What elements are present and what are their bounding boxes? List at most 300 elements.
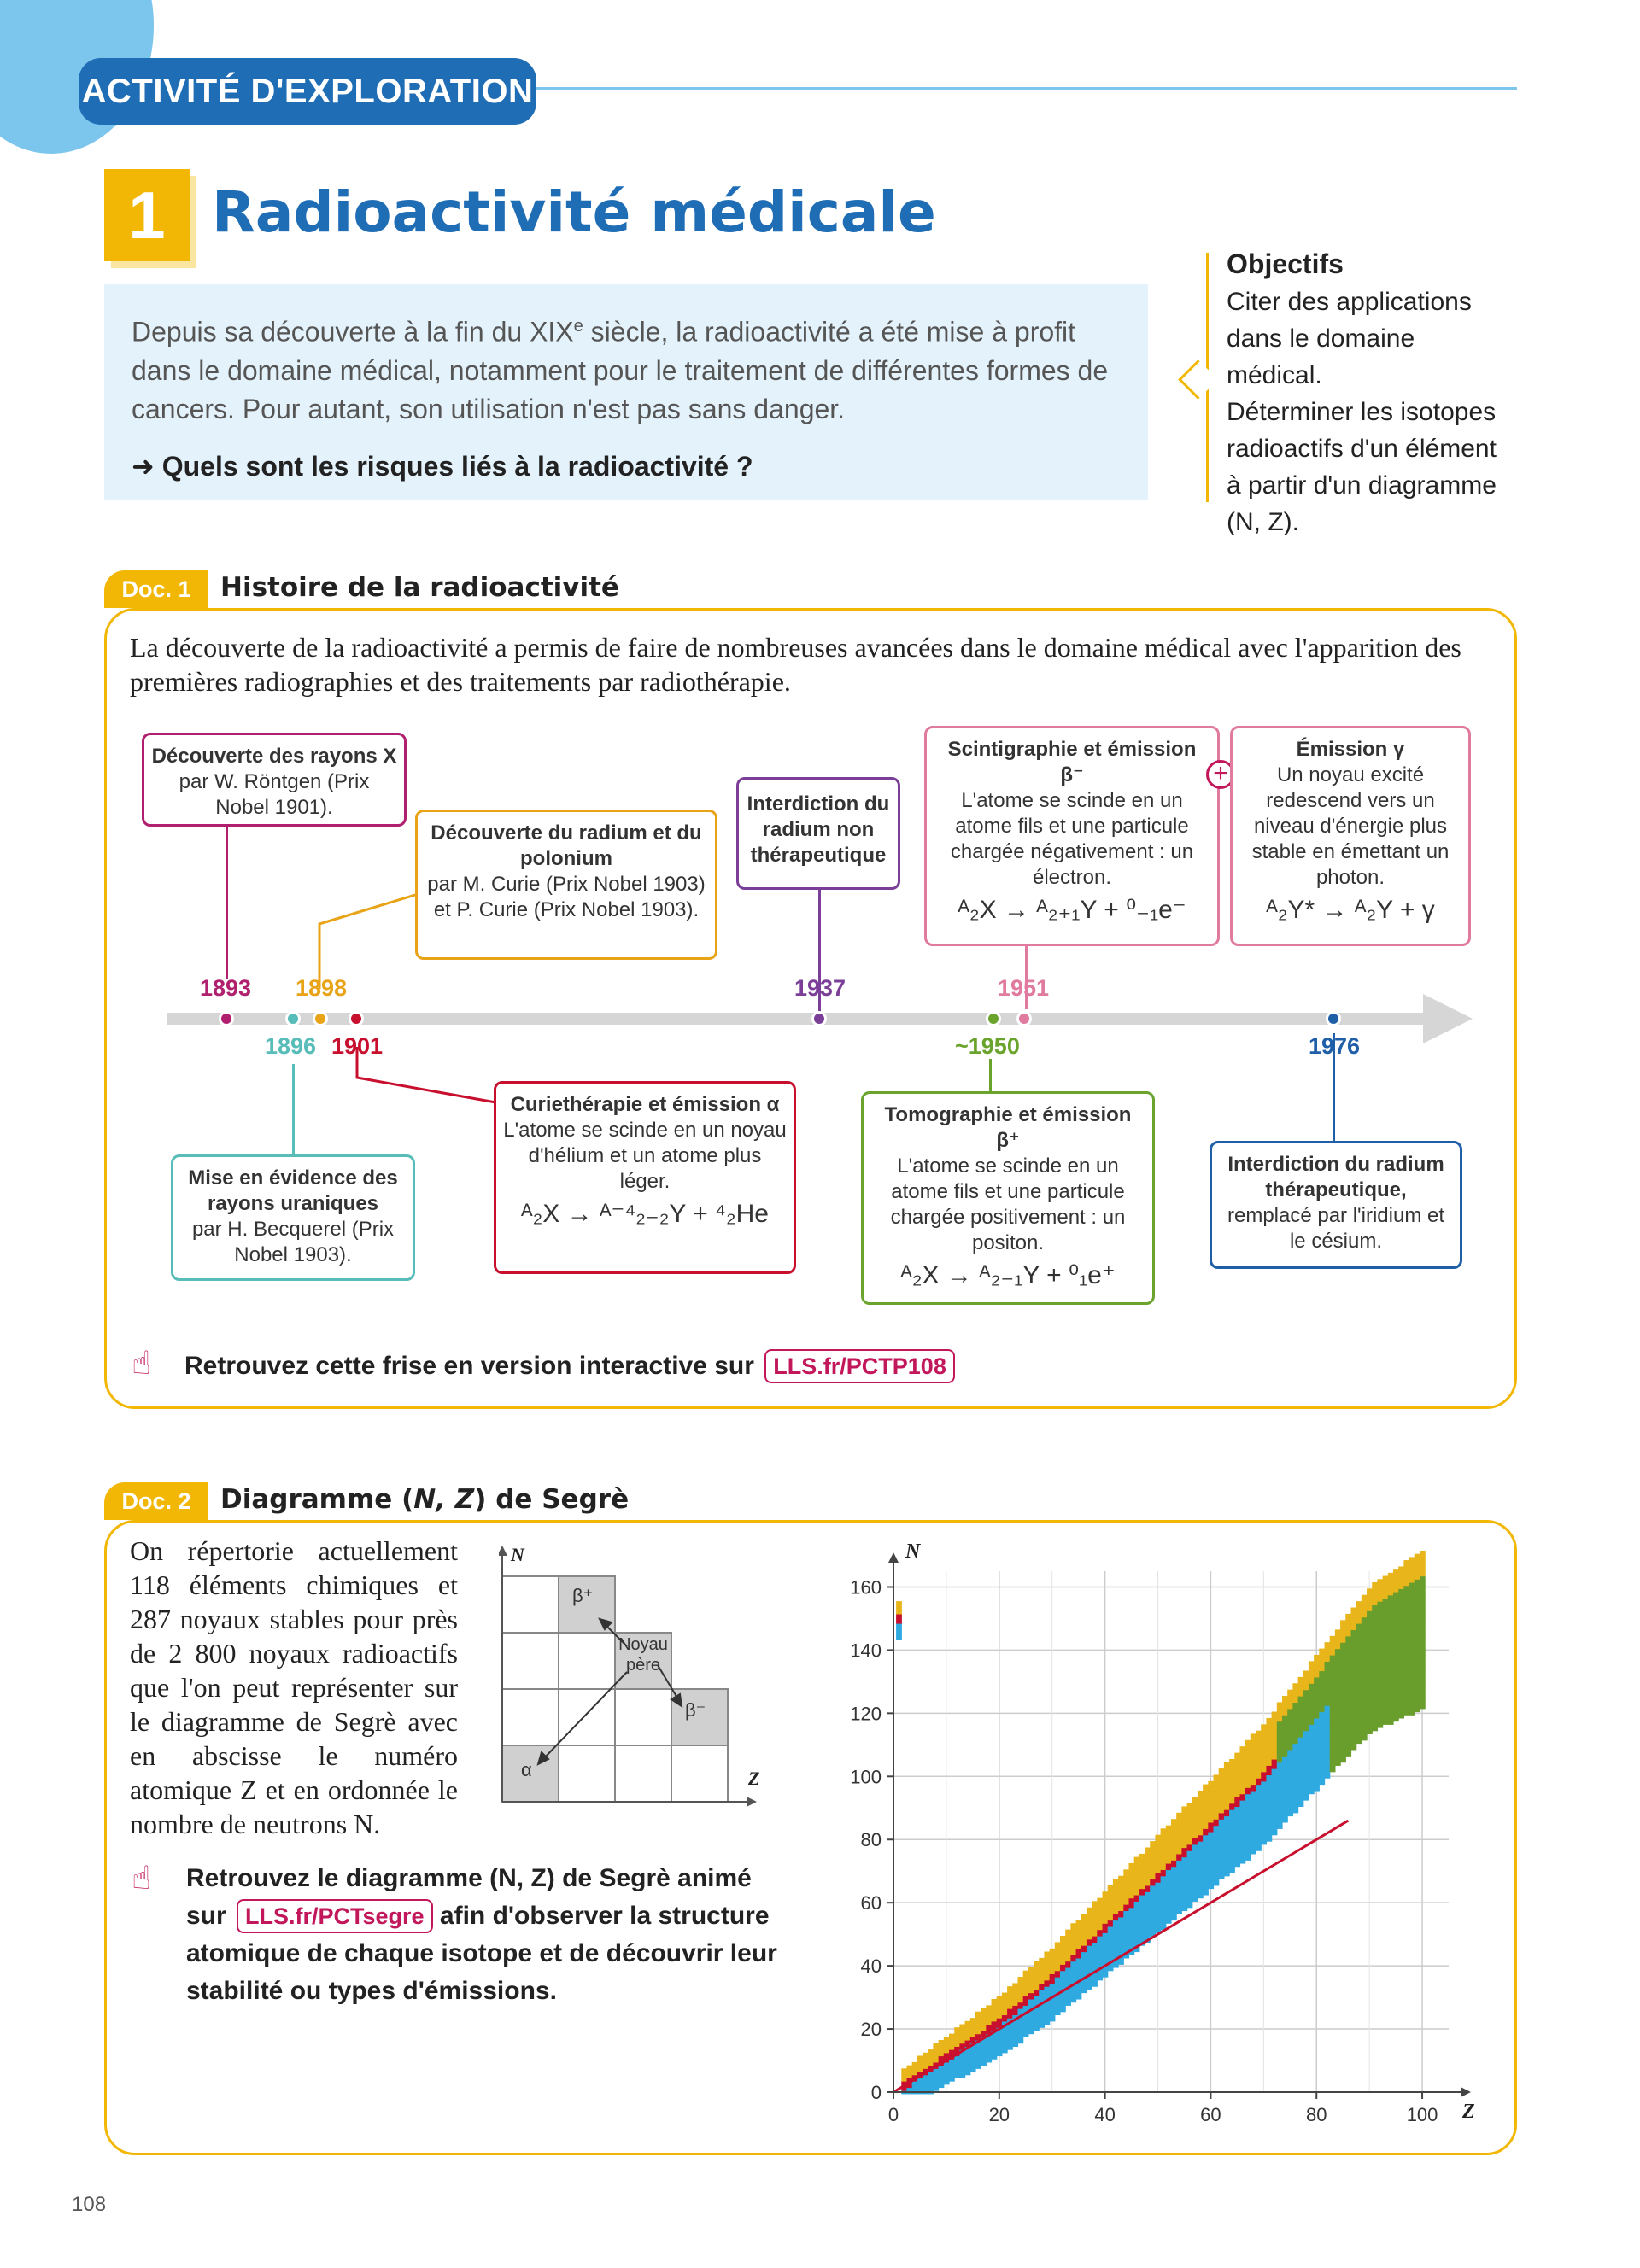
nuclide-cell xyxy=(1181,1847,1187,1850)
nuclide-cell xyxy=(954,2062,960,2066)
nuclide-cell xyxy=(1335,1645,1341,1649)
nuclide-cell xyxy=(1362,1655,1368,1658)
nuclide-cell xyxy=(1150,1850,1156,1854)
nuclide-cell xyxy=(939,2055,945,2059)
nuclide-cell xyxy=(1055,1983,1061,1986)
nuclide-cell xyxy=(1198,1882,1204,1885)
x-tick-label: 80 xyxy=(1305,2104,1327,2125)
nuclide-cell xyxy=(1002,2049,1008,2053)
nuclide-cell xyxy=(1367,1690,1373,1693)
nuclide-cell xyxy=(1319,1718,1325,1721)
nuclide-cell xyxy=(1187,1813,1193,1816)
nuclide-cell xyxy=(1239,1753,1245,1757)
nuclide-cell xyxy=(1239,1756,1245,1759)
nuclide-cell xyxy=(1166,1844,1172,1848)
nuclide-cell xyxy=(1367,1718,1373,1721)
nuclide-cell xyxy=(1345,1629,1351,1633)
nuclide-cell xyxy=(1362,1608,1368,1611)
nuclide-cell xyxy=(1256,1803,1262,1807)
nuclide-cell xyxy=(1330,1645,1336,1649)
nuclide-cell xyxy=(1277,1727,1283,1731)
nuclide-cell xyxy=(1034,1971,1040,1974)
nuclide-cell xyxy=(928,2053,934,2056)
nuclide-cell xyxy=(928,2055,934,2059)
nuclide-cell xyxy=(949,2072,955,2075)
nuclide-cell xyxy=(1272,1750,1278,1753)
nuclide-cell xyxy=(1367,1649,1373,1652)
nuclide-cell xyxy=(1229,1850,1235,1854)
dot-1937 xyxy=(811,1011,827,1026)
nuclide-cell xyxy=(1012,1986,1018,1990)
nuclide-cell xyxy=(1081,1949,1087,1952)
nuclide-cell xyxy=(1367,1639,1373,1642)
nuclide-cell xyxy=(1176,1828,1182,1832)
nuclide-cell xyxy=(1350,1721,1356,1725)
nuclide-cell xyxy=(1356,1692,1362,1696)
nuclide-cell xyxy=(1086,1961,1092,1965)
nuclide-cell xyxy=(1287,1692,1293,1696)
nuclide-cell xyxy=(965,2062,971,2066)
nuclide-cell xyxy=(1034,2027,1040,2031)
nuclide-cell xyxy=(1139,1860,1145,1863)
nuclide-cell xyxy=(1012,2037,1018,2040)
nuclide-cell xyxy=(1176,1895,1182,1898)
nuclide-cell xyxy=(1181,1857,1187,1861)
nuclide-cell xyxy=(1292,1731,1298,1734)
objective-item: Citer des applications dans le domaine médical. xyxy=(1227,288,1472,389)
nuclide-cell xyxy=(1340,1699,1346,1703)
nuclide-cell xyxy=(1070,1923,1076,1926)
nuclide-cell xyxy=(1309,1686,1315,1690)
nuclide-cell xyxy=(1181,1873,1187,1876)
doc2-link[interactable]: LLS.fr/PCTsegre xyxy=(237,1899,433,1933)
nuclide-cell xyxy=(1287,1803,1293,1807)
nuclide-cell xyxy=(1398,1681,1404,1684)
nuclide-cell xyxy=(928,2059,934,2062)
nuclide-cell xyxy=(959,2055,965,2059)
nuclide-cell xyxy=(1070,1977,1076,1980)
nuclide-cell xyxy=(1367,1677,1373,1681)
nuclide-cell xyxy=(1409,1702,1415,1705)
nuclide-cell xyxy=(1145,1885,1151,1889)
nuclide-cell xyxy=(1272,1806,1278,1809)
nuclide-cell xyxy=(1034,1967,1040,1971)
nuclide-cell xyxy=(970,2021,976,2025)
nuclide-cell xyxy=(1287,1791,1293,1794)
nuclide-cell xyxy=(1383,1718,1389,1721)
nuclide-cell xyxy=(1287,1774,1293,1778)
nuclide-cell xyxy=(1034,1993,1040,1996)
nuclide-cell xyxy=(970,2068,976,2072)
nuclide-cell xyxy=(970,2031,976,2034)
nuclide-cell xyxy=(1234,1787,1240,1791)
nuclide-cell xyxy=(1139,1926,1145,1930)
nuclide-cell xyxy=(1372,1712,1378,1716)
nuclide-cell xyxy=(1044,2021,1050,2025)
nuclide-cell xyxy=(1239,1822,1245,1826)
nuclide-cell xyxy=(1362,1670,1368,1674)
nuclide-cell xyxy=(1050,2005,1056,2008)
nuclide-cell xyxy=(1287,1746,1293,1750)
nuclide-cell xyxy=(1086,1910,1092,1914)
nuclide-cell xyxy=(1208,1863,1214,1867)
nuclide-cell xyxy=(1245,1768,1251,1772)
doc2-title: Diagramme (N, Z) de Segrè xyxy=(220,1484,630,1515)
nuclide-cell xyxy=(1017,2034,1023,2037)
nuclide-cell xyxy=(1282,1712,1288,1716)
nuclide-cell xyxy=(975,2014,981,2018)
nuclide-cell xyxy=(912,2068,918,2072)
nuclide-cell xyxy=(1118,1949,1124,1952)
nuclide-cell xyxy=(1187,1860,1193,1863)
nuclide-cell xyxy=(1409,1588,1415,1592)
nuclide-cell xyxy=(1261,1809,1267,1813)
nuclide-cell xyxy=(1298,1737,1304,1740)
nuclide-cell xyxy=(1287,1800,1293,1803)
nuclide-cell xyxy=(1208,1794,1214,1797)
nuclide-cell xyxy=(949,2034,955,2037)
nuclide-cell xyxy=(1420,1592,1426,1595)
nuclide-cell xyxy=(1319,1681,1325,1684)
nuclide-cell xyxy=(1287,1702,1293,1705)
nuclide-cell xyxy=(1340,1645,1346,1649)
nuclide-cell xyxy=(1219,1828,1225,1832)
nuclide-cell xyxy=(1261,1835,1267,1838)
nuclide-cell xyxy=(1403,1683,1409,1686)
nuclide-cell xyxy=(1256,1740,1262,1744)
nuclide-cell xyxy=(1383,1588,1389,1592)
nuclide-cell xyxy=(1325,1740,1331,1744)
nuclide-cell xyxy=(1113,1964,1119,1967)
nuclide-cell xyxy=(1250,1797,1256,1800)
nuclide-cell xyxy=(1012,2034,1018,2037)
nuclide-cell xyxy=(1219,1835,1225,1838)
nuclide-cell xyxy=(1330,1655,1336,1658)
nuclide-cell xyxy=(1314,1718,1320,1721)
nuclide-cell xyxy=(1250,1765,1256,1768)
nuclide-cell xyxy=(1282,1709,1288,1712)
nuclide-cell xyxy=(1198,1891,1204,1895)
nuclide-cell xyxy=(1282,1753,1288,1757)
nuclide-cell xyxy=(1420,1582,1426,1586)
nuclide-cell xyxy=(1409,1633,1415,1636)
nuclide-cell xyxy=(1398,1655,1404,1658)
nuclide-cell xyxy=(1039,1971,1045,1974)
nuclide-cell xyxy=(1393,1573,1399,1576)
nuclide-cell xyxy=(1309,1705,1315,1709)
chart-ylabel: N xyxy=(905,1540,921,1563)
nuclide-cell xyxy=(949,2040,955,2043)
nuclide-cell xyxy=(1055,1961,1061,1965)
nuclide-cell xyxy=(906,2066,912,2069)
nuclide-cell xyxy=(1340,1696,1346,1699)
nuclide-cell xyxy=(1229,1826,1235,1829)
nuclide-cell xyxy=(1234,1781,1240,1785)
nuclide-cell xyxy=(1113,1904,1119,1908)
nuclide-cell xyxy=(1330,1721,1336,1725)
nuclide-cell xyxy=(1192,1847,1198,1850)
nuclide-cell xyxy=(922,2055,928,2059)
nuclide-cell xyxy=(954,2066,960,2069)
nuclide-cell xyxy=(1272,1809,1278,1813)
nuclide-cell xyxy=(1176,1841,1182,1844)
nuclide-cell xyxy=(965,2053,971,2056)
nuclide-cell xyxy=(1383,1595,1389,1599)
nuclide-cell xyxy=(1398,1677,1404,1681)
nuclide-cell xyxy=(1208,1850,1214,1854)
nuclide-cell xyxy=(1224,1838,1230,1841)
doc1-tag: Doc. 1 xyxy=(104,570,208,608)
nuclide-cell xyxy=(1118,1876,1124,1879)
nuclide-cell xyxy=(1420,1564,1426,1567)
nuclide-cell xyxy=(1176,1885,1182,1889)
nuclide-cell xyxy=(1298,1797,1304,1800)
nuclide-cell xyxy=(1198,1876,1204,1879)
nuclide-cell xyxy=(1403,1639,1409,1642)
nuclide-cell xyxy=(1229,1844,1235,1848)
nuclide-cell xyxy=(1272,1794,1278,1797)
nuclide-cell xyxy=(1330,1639,1336,1642)
nuclide-cell xyxy=(1181,1813,1187,1816)
nuclide-cell xyxy=(1123,1879,1129,1882)
nuclide-cell xyxy=(1350,1668,1356,1671)
nuclide-cell xyxy=(975,2066,981,2069)
nuclide-cell xyxy=(1060,1958,1066,1961)
nuclide-cell xyxy=(1229,1791,1235,1794)
nuclide-cell xyxy=(1367,1605,1373,1608)
nuclide-cell xyxy=(1356,1705,1362,1709)
nuclide-cell xyxy=(1372,1586,1378,1589)
nuclide-cell xyxy=(1261,1724,1267,1727)
nuclide-cell xyxy=(1060,1955,1066,1958)
nuclide-cell xyxy=(1161,1863,1167,1867)
nuclide-cell xyxy=(1171,1908,1177,1911)
nuclide-cell xyxy=(1055,1964,1061,1967)
nuclide-cell xyxy=(986,2008,992,2012)
nuclide-cell xyxy=(1314,1705,1320,1709)
nuclide-cell xyxy=(1266,1809,1272,1813)
nuclide-cell xyxy=(1314,1740,1320,1744)
nuclide-cell xyxy=(1150,1898,1156,1902)
nuclide-cell xyxy=(1272,1781,1278,1785)
nuclide-cell xyxy=(1023,2005,1029,2008)
nuclide-cell xyxy=(1039,1964,1045,1967)
nuclide-cell xyxy=(1367,1727,1373,1731)
nuclide-cell xyxy=(1145,1932,1151,1936)
nuclide-cell xyxy=(1198,1854,1204,1857)
nuclide-cell xyxy=(1266,1724,1272,1727)
nuclide-cell xyxy=(1272,1743,1278,1746)
nuclide-cell xyxy=(1171,1876,1177,1879)
nuclide-cell xyxy=(1340,1759,1346,1762)
y-tick-label: 60 xyxy=(860,1892,882,1914)
nuclide-cell xyxy=(1314,1743,1320,1746)
nuclide-cell xyxy=(1171,1847,1177,1850)
nuclide-cell xyxy=(1372,1718,1378,1721)
nuclide-cell xyxy=(1245,1822,1251,1826)
nuclide-cell xyxy=(1155,1895,1161,1898)
nuclide-cell xyxy=(1409,1610,1415,1614)
nuclide-cell xyxy=(1414,1658,1420,1662)
nuclide-cell xyxy=(1272,1832,1278,1835)
nuclide-cell xyxy=(1314,1696,1320,1699)
nuclide-cell xyxy=(1123,1917,1129,1920)
nuclide-cell xyxy=(1335,1629,1341,1633)
nuclide-cell xyxy=(1256,1791,1262,1794)
nuclide-cell xyxy=(1287,1721,1293,1725)
nuclide-cell xyxy=(1319,1686,1325,1690)
nuclide-cell xyxy=(1044,1980,1050,1984)
nuclide-cell xyxy=(1393,1636,1399,1640)
nuclide-cell xyxy=(1208,1832,1214,1835)
nuclide-cell xyxy=(1362,1639,1368,1642)
nuclide-cell xyxy=(1330,1759,1336,1762)
nuclide-cell xyxy=(1039,1986,1045,1990)
nuclide-cell xyxy=(1187,1876,1193,1879)
nuclide-cell xyxy=(1108,1904,1114,1908)
nuclide-cell xyxy=(954,2027,960,2031)
nuclide-cell xyxy=(1377,1636,1383,1640)
nuclide-cell xyxy=(1256,1813,1262,1816)
nuclide-cell xyxy=(1340,1655,1346,1658)
nuclide-cell xyxy=(1224,1762,1230,1766)
nuclide-cell xyxy=(1314,1731,1320,1734)
nuclide-cell xyxy=(1272,1803,1278,1807)
nuclide-cell xyxy=(1166,1832,1172,1835)
nuclide-cell xyxy=(1198,1847,1204,1850)
nuclide-cell xyxy=(970,2034,976,2037)
nuclide-cell xyxy=(1256,1768,1262,1772)
nuclide-cell xyxy=(1340,1670,1346,1674)
nuclide-cell xyxy=(1287,1699,1293,1703)
nuclide-cell xyxy=(1145,1889,1151,1892)
nuclide-cell xyxy=(992,2014,998,2018)
nuclide-cell xyxy=(1128,1936,1134,1939)
nuclide-cell xyxy=(1345,1686,1351,1690)
nuclide-cell xyxy=(1403,1661,1409,1664)
nuclide-cell xyxy=(1367,1610,1373,1614)
nuclide-cell xyxy=(1420,1658,1426,1662)
nuclide-cell xyxy=(1377,1642,1383,1645)
nuclide-cell xyxy=(1277,1724,1283,1727)
nuclide-cell xyxy=(1414,1692,1420,1696)
nuclide-cell xyxy=(1060,1939,1066,1943)
nuclide-cell xyxy=(1367,1629,1373,1633)
nuclide-cell xyxy=(1350,1664,1356,1668)
nuclide-cell xyxy=(1076,1996,1082,1999)
nuclide-cell xyxy=(1350,1715,1356,1718)
nuclide-cell xyxy=(1155,1908,1161,1911)
nuclide-cell xyxy=(1065,1951,1071,1955)
nuclide-cell xyxy=(1161,1917,1167,1920)
nuclide-cell xyxy=(1171,1854,1177,1857)
nuclide-cell xyxy=(1298,1709,1304,1712)
nuclide-cell xyxy=(1330,1709,1336,1712)
nuclide-cell xyxy=(1023,1990,1029,1993)
nuclide-cell xyxy=(1055,1977,1061,1980)
nuclide-cell xyxy=(1214,1876,1220,1879)
nuclide-cell xyxy=(1128,1932,1134,1936)
plus-icon[interactable]: + xyxy=(1206,760,1235,789)
nuclide-cell xyxy=(1128,1917,1134,1920)
nuclide-cell xyxy=(981,2025,987,2028)
nuclide-cell xyxy=(1388,1709,1394,1712)
nuclide-cell xyxy=(1039,1973,1045,1977)
nuclide-cell xyxy=(1239,1838,1245,1841)
nuclide-cell xyxy=(1388,1582,1394,1586)
nuclide-cell xyxy=(1256,1743,1262,1746)
nuclide-cell xyxy=(1414,1696,1420,1699)
nuclide-cell xyxy=(1219,1785,1225,1788)
nuclide-cell xyxy=(1208,1813,1214,1816)
nuclide-cell xyxy=(1060,1977,1066,1980)
doc1-link[interactable]: LLS.fr/PCTP108 xyxy=(764,1349,955,1383)
nuclide-cell xyxy=(981,2008,987,2012)
year-1893: 1893 xyxy=(200,975,252,1001)
nuclide-cell xyxy=(1377,1655,1383,1658)
nuclide-cell xyxy=(1303,1781,1309,1785)
nuclide-cell xyxy=(1282,1731,1288,1734)
nuclide-cell xyxy=(1086,1955,1092,1958)
nuclide-cell xyxy=(1203,1809,1209,1813)
nuclide-cell xyxy=(1214,1835,1220,1838)
nuclide-cell xyxy=(1161,1828,1167,1832)
nuclide-cell xyxy=(1261,1778,1267,1781)
nuclide-cell xyxy=(1103,1898,1109,1902)
nuclide-cell xyxy=(949,2037,955,2040)
nuclide-cell xyxy=(1108,1908,1114,1911)
nuclide-cell xyxy=(1086,1967,1092,1971)
nuclide-cell xyxy=(1203,1822,1209,1826)
nuclide-cell xyxy=(1234,1832,1240,1835)
nuclide-cell xyxy=(1345,1733,1351,1737)
nuclide-cell xyxy=(1362,1636,1368,1640)
nuclide-cell xyxy=(1335,1683,1341,1686)
nuclide-cell xyxy=(1076,1942,1082,1945)
nuclide-cell xyxy=(1192,1891,1198,1895)
nuclide-cell xyxy=(1166,1882,1172,1885)
nuclide-cell xyxy=(1134,1904,1140,1908)
nuclide-cell xyxy=(992,2002,998,2006)
activity-number: 1 xyxy=(104,169,190,261)
nuclide-cell xyxy=(1208,1816,1214,1820)
nuclide-cell xyxy=(1393,1633,1399,1636)
nuclide-cell xyxy=(1198,1841,1204,1844)
nuclide-cell xyxy=(1377,1620,1383,1623)
nuclide-cell xyxy=(1325,1642,1331,1645)
nuclide-cell xyxy=(1372,1608,1378,1611)
nuclide-cell xyxy=(1113,1898,1119,1902)
nuclide-cell xyxy=(1181,1876,1187,1879)
nuclide-cell xyxy=(1420,1696,1426,1699)
nuclide-cell xyxy=(1319,1731,1325,1734)
nuclide-cell xyxy=(1393,1588,1399,1592)
nuclide-cell xyxy=(1086,1914,1092,1917)
nuclide-cell xyxy=(1187,1889,1193,1892)
page-number: 108 xyxy=(72,2193,107,2216)
nuclide-cell xyxy=(1398,1623,1404,1627)
nuclide-cell xyxy=(1150,1891,1156,1895)
nuclide-cell xyxy=(1145,1854,1151,1857)
nuclide-cell xyxy=(1050,1980,1056,1984)
nuclide-cell xyxy=(1393,1709,1399,1712)
nuclide-cell xyxy=(1319,1670,1325,1674)
nuclide-cell xyxy=(1134,1889,1140,1892)
nuclide-cell xyxy=(1214,1791,1220,1794)
nuclide-cell xyxy=(1420,1610,1426,1614)
nuclide-cell xyxy=(1208,1882,1214,1885)
intro-question: ➜ Quels sont les risques liés à la radioactivité ? xyxy=(132,450,753,482)
